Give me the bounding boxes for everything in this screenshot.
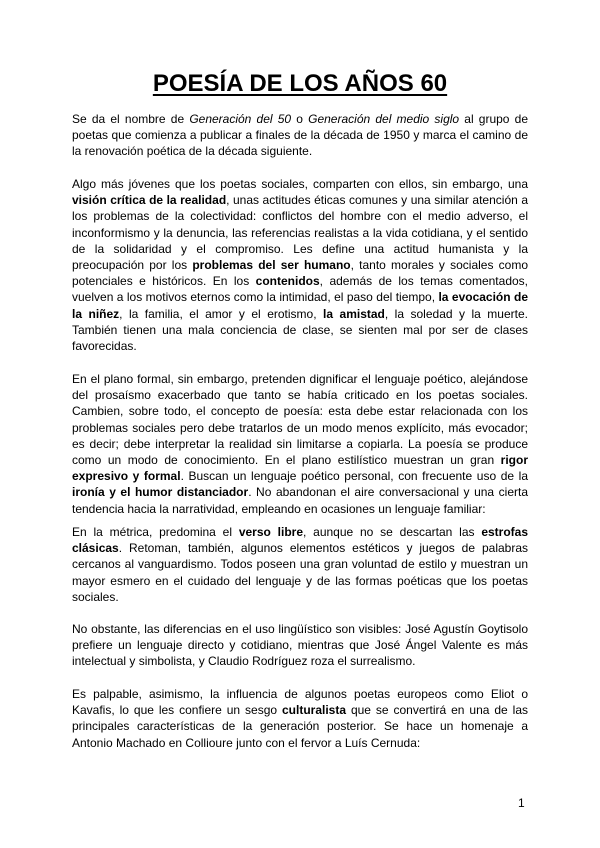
paragraph-intro: Se da el nombre de Generación del 50 o Generación del medio siglo al grupo de poetas que comienza a publicar a finales de la década de 1950 y marca el camino de la renovación poética de la década siguiente. [72,112,529,159]
page-title: POESÍA DE LOS AÑOS 60 [152,70,448,97]
bold-term: visión crítica de la realidad [72,193,227,208]
bold-term: ironía y el humor distanciador [72,485,249,500]
bold-term: contenidos [255,274,320,289]
paragraph-influences: Es palpable, asimismo, la influencia de algunos poetas europeos como Eliot o Kavafis, lo que les confiere un sesgo culturalista que se convertirá en una de las principales características de la generación posterior. Se hace un homenaje a Antonio Machado en Collioure junto con el fervor a Luís Cernuda: [72,687,528,750]
paragraph-differences: No obstante, las diferencias en el uso lingüístico son visibles: José Agustín Goytisolo prefiere un lenguaje directo y cotidiano, mientras que José Ángel Valente es más intelectual y simbolista, y Claudio Rodríguez roza el surrealismo. [72,622,528,669]
paragraph-form: En el plano formal, sin embargo, pretenden dignificar el lenguaje poético, alejándose del prosaísmo exacerbado que tanto se había criticado en los poetas sociales. Cambien, sobre todo, el concepto de poesía: esta debe estar relacionada con los problemas sociales pero debe tratarlos de un modo menos explícito, más evocador; es decir; debe interpretar la realidad sin limitarse a copiarla. La poesía se produce como un modo de conocimiento. En el plano estilístico muestran un gran rigor expresivo y formal. Buscan un lenguaje poético personal, con frecuente uso de la ironía y el humor distanciador. No abandonan el aire conversacional y una cierta tendencia hacia la narratividad, empleando en ocasiones un lenguaje familiar: [72,372,528,516]
paragraph-themes: Algo más jóvenes que los poetas sociales, comparten con ellos, sin embargo, una visión crítica de la realidad, unas actitudes éticas comunes y una similar atención a los problemas de la colectividad: conflictos del hombre con el medio adverso, el inconformismo y la denuncia, las referencias realistas a la vida cotidiana, y el sentido de la solidaridad y el compromiso. Les define una actitud humanista y la preocupación por los problemas del ser humano, tanto morales y sociales como potenciales e históricos. En los contenidos, además de los temas comentados, vuelven a los motivos eternos como la intimidad, el paso del tiempo, la evocación de la niñez, la familia, el amor y el erotismo, la amistad, la soledad y la muerte. También tienen una mala conciencia de clase, se sienten mal por ser de clases favorecidas. [72,177,528,354]
bold-term: estrofas clásicas [72,525,529,556]
paragraph-metrics: En la métrica, predomina el verso libre, aunque no se descartan las estrofas clásicas. Retoman, también, algunos elementos estéticos y juegos de palabras cercanos al vanguardismo. Todos poseen una gran voluntad de estilo y muestran un mayor esmero en el cuidado del lenguaje y de las formas poéticas que los poetas sociales. [72,525,529,604]
italic-term: Generación del 50 [189,112,292,126]
bold-term: verso libre [238,525,303,539]
bold-term: problemas del ser humano [192,258,351,273]
bold-term: culturalista [281,703,347,718]
page-number: 1 [518,796,525,810]
italic-term: Generación del medio siglo [308,112,460,126]
bold-term: la amistad [323,306,385,321]
bold-term: rigor expresivo y formal [72,453,528,484]
bold-term: la evocación de la niñez [72,290,528,321]
